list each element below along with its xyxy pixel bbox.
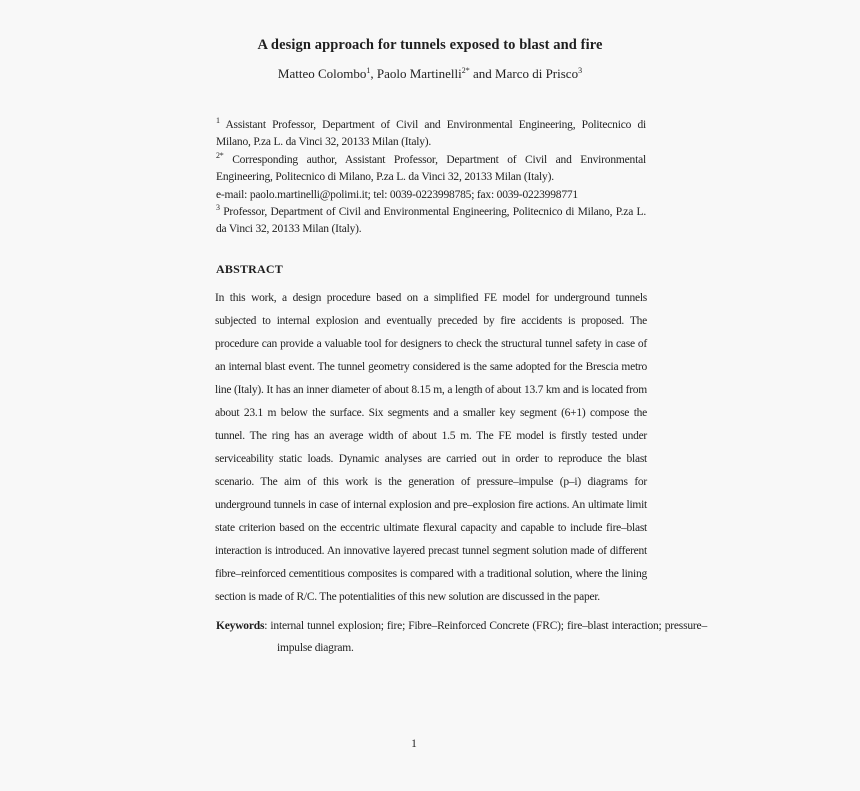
affiliation-2-marker: 2*: [216, 150, 224, 160]
affiliation-1-marker: 1: [216, 116, 220, 125]
paper-title: A design approach for tunnels exposed to blast and fire: [257, 37, 603, 53]
author-separator-1: ,: [370, 66, 377, 81]
abstract-body: In this work, a design procedure based on a simplified FE model for underground tunnels subjected to internal explosion and eventually preceded by fire accidents is proposed. The procedure can provide a valuable tool for designers to check the structural tunnel safety in case of an internal blast event. The tunnel geometry considered is the same adopted for the Brescia metro line (Italy). It has an inner diameter of about 8.15 m, a length of about 13.7 km and is located from about 23.1 m below the surface. Six segments and a smaller key segment (6+1) compose the tunnel. The ring has an average width of about 1.5 m. The FE model is firstly tested under serviceability static loads. Dynamic analyses are carried out in order to reproduce the blast scenario. The aim of this work is the generation of pressure–impulse (p–i) diagrams for underground tunnels in case of internal explosion and pre–explosion fire actions. An ultimate limit state criterion based on the eccentric ultimate flexural capacity and capable to include fire–blast interaction is introduced. An innovative layered precast tunnel segment solution made of different fibre–reinforced cementitious composites is compared with a traditional solution, where the lining section is made of R/C. The potentialities of this new solution are discussed in the paper.: [215, 292, 647, 603]
page-number: 1: [411, 738, 417, 750]
author-name-2: Paolo Martinelli: [376, 66, 462, 81]
contact-line: [216, 187, 646, 204]
author-affmark-3: 3: [578, 66, 583, 75]
keywords-colon: :: [264, 620, 271, 632]
affiliation-3-marker: 3: [216, 203, 220, 213]
keywords-block: [216, 615, 707, 659]
keywords-text: internal tunnel explosion; fire; Fibre–Reinforced Concrete (FRC); fire–blast interaction; pressure–impulse diagram.: [270, 620, 707, 654]
affiliations-block: [216, 117, 646, 239]
authors-line: [0, 66, 860, 82]
abstract-heading: ABSTRACT: [216, 262, 283, 276]
author-affmark-1: 1: [366, 66, 371, 75]
affiliation-1-text: Assistant Professor, Department of Civil and Environmental Engineering, Politecnico di Milano, P.za L. da Vinci 32, 20133 Milan (Italy).: [216, 119, 646, 149]
affiliation-2: [216, 152, 646, 187]
author-affmark-2: 2*: [461, 66, 470, 75]
author-separator-2: and: [469, 66, 496, 81]
author-name-1: Matteo Colombo: [277, 66, 367, 81]
keywords-label: Keywords: [216, 620, 265, 632]
affiliation-2-text: Corresponding author, Assistant Professor, Department of Civil and Environmental Engineering, Politecnico di Milano, P.za L. da Vinci 32, 20133 Milan (Italy).: [216, 153, 646, 184]
contact-line-text: e-mail: paolo.martinelli@polimi.it; tel: 0039-0223998785; fax: 0039-0223998771: [216, 188, 578, 201]
affiliation-3: [216, 204, 646, 239]
author-name-3: Marco di Prisco: [495, 66, 579, 81]
affiliation-1: [216, 117, 646, 152]
affiliation-3-text: Professor, Department of Civil and Environmental Engineering, Politecnico di Milano, P.za L. da Vinci 32, 20133 Milan (Italy).: [216, 206, 646, 236]
